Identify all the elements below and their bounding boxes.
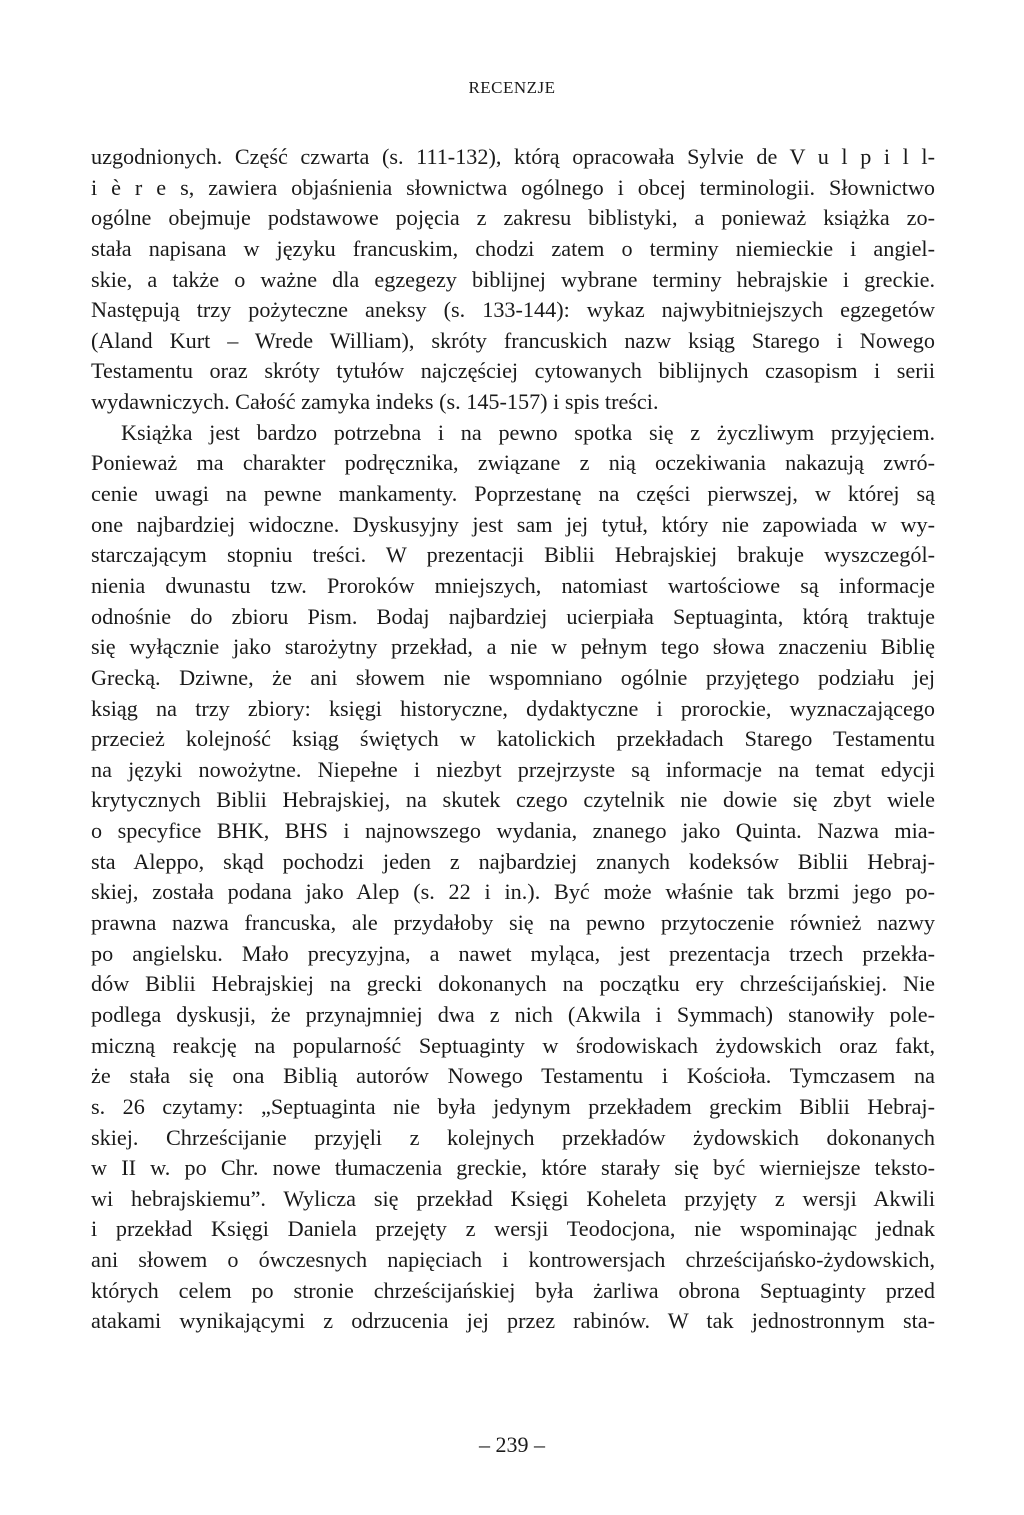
text-line: skiej, została podana jako Alep (s. 22 i in.). Być może właśnie tak brzmi jego po- xyxy=(91,879,935,905)
text-line: ksiąg na trzy zbiory: księgi historyczne, dydaktyczne i prorockie, wyznaczającego xyxy=(91,695,935,721)
text-line: s. 26 czytamy: „Septuaginta nie była jedynym przekładem greckim Biblii Hebraj- xyxy=(91,1093,935,1119)
text-line: po angielsku. Mało precyzyjna, a nawet myląca, jest prezentacja trzech przekła- xyxy=(91,940,935,966)
text-line: Grecką. Dziwne, że ani słowem nie wspomniano ogólnie przyjętego podziału jej xyxy=(91,664,935,690)
text-line: one najbardziej widoczne. Dyskusyjny jest sam jej tytuł, który nie zapowiada w wy- xyxy=(91,511,935,537)
text-line: skie, a także o ważne dla egzegezy biblijnej wybrane terminy hebrajskie i greckie. xyxy=(91,266,935,292)
text-line: nienia dwunastu tzw. Proroków mniejszych, natomiast wartościowe są informacje xyxy=(91,572,935,598)
paragraph-2 xyxy=(91,418,935,1337)
text-line: sta Aleppo, skąd pochodzi jeden z najbardziej znanych kodeksów Biblii Hebraj- xyxy=(91,848,935,874)
text-line: podlega dyskusji, że przynajmniej dwa z nich (Akwila i Symmach) stanowiły pole- xyxy=(91,1001,935,1027)
text-line: starczającym stopniu treści. W prezentacji Biblii Hebrajskiej brakuje wyszczegól- xyxy=(91,542,935,568)
text-line: ani słowem o ówczesnych napięciach i kontrowersjach chrześcijańsko-żydowskich, xyxy=(91,1247,935,1273)
body-text xyxy=(91,142,935,1337)
text-line: (Aland Kurt – Wrede William), skróty francuskich nazw ksiąg Starego i Nowego xyxy=(91,327,935,353)
text-line: dów Biblii Hebrajskiej na grecki dokonanych na początku ery chrześcijańskiej. Nie xyxy=(91,971,935,997)
text-line: na języki nowożytne. Niepełne i niezbyt przejrzyste są informacje na temat edycji xyxy=(91,756,935,782)
running-head: RECENZJE xyxy=(468,78,556,97)
text-line: miczną reakcję na popularność Septuaginty w środowiskach żydowskich oraz fakt, xyxy=(91,1032,935,1058)
text-line: prawna nazwa francuska, ale przydałoby się na pewno przytoczenie również nazwy xyxy=(91,910,935,936)
text-line: o specyfice BHK, BHS i najnowszego wydania, znanego jako Quinta. Nazwa mia- xyxy=(91,818,935,844)
text-line: Książka jest bardzo potrzebna i na pewno spotka się z życzliwym przyjęciem. xyxy=(121,419,935,445)
text-line: krytycznych Biblii Hebrajskiej, na skutek czego czytelnik nie dowie się zbyt wiele xyxy=(91,787,935,813)
text-line: i przekład Księgi Daniela przejęty z wersji Teodocjona, nie wspominając jednak xyxy=(91,1216,935,1242)
text-line: stała napisana w języku francuskim, chodzi zatem o terminy niemieckie i angiel- xyxy=(91,235,935,261)
text-line: wydawniczych. Całość zamyka indeks (s. 145-157) i spis treści. xyxy=(91,389,659,415)
paragraph-1 xyxy=(91,142,935,418)
text-line: skiej. Chrześcijanie przyjęli z kolejnych przekładów żydowskich dokonanych xyxy=(91,1124,935,1150)
text-line: w II w. po Chr. nowe tłumaczenia greckie, które starały się być wierniejsze teksto- xyxy=(91,1155,935,1181)
text-line: atakami wynikającymi z odrzucenia jej przez rabinów. W tak jednostronnym sta- xyxy=(91,1308,935,1334)
text-line: Ponieważ ma charakter podręcznika, związane z nią oczekiwania nakazują zwró- xyxy=(91,450,935,476)
text-line: przecież kolejność ksiąg świętych w katolickich przekładach Starego Testamentu xyxy=(91,726,935,752)
text-line: wi hebrajskiemu”. Wylicza się przekład Księgi Koheleta przyjęty z wersji Akwili xyxy=(91,1185,935,1211)
text-line: Testamentu oraz skróty tytułów najczęściej cytowanych biblijnych czasopism i serii xyxy=(91,358,935,384)
text-line: ogólne obejmuje podstawowe pojęcia z zakresu biblistyki, a ponieważ książka zo- xyxy=(91,205,935,231)
text-line: uzgodnionych. Część czwarta (s. 111-132), którą opracowała Sylvie de V u l p i l l- xyxy=(91,144,935,169)
text-line: i è r e s, zawiera objaśnienia słownictwa ogólnego i obcej terminologii. Słownictwo xyxy=(91,174,935,200)
text-line: Następują trzy pożyteczne aneksy (s. 133-144): wykaz najwybitniejszych egzegetów xyxy=(91,297,935,323)
text-line: odnośnie do zbioru Pism. Bodaj najbardziej ucierpiała Septuaginta, którą traktuje xyxy=(91,603,935,629)
text-line: których celem po stronie chrześcijańskiej była żarliwa obrona Septuaginty przed xyxy=(91,1277,935,1303)
text-line: się wyłącznie jako starożytny przekład, a nie w pełnym tego słowa znaczeniu Biblię xyxy=(91,634,935,660)
text-line: że stała się ona Biblią autorów Nowego Testamentu i Kościoła. Tymczasem na xyxy=(91,1063,935,1089)
page-number: – 239 – xyxy=(479,1432,545,1457)
text-line: cenie uwagi na pewne mankamenty. Poprzestanę na części pierwszej, w której są xyxy=(91,481,935,507)
